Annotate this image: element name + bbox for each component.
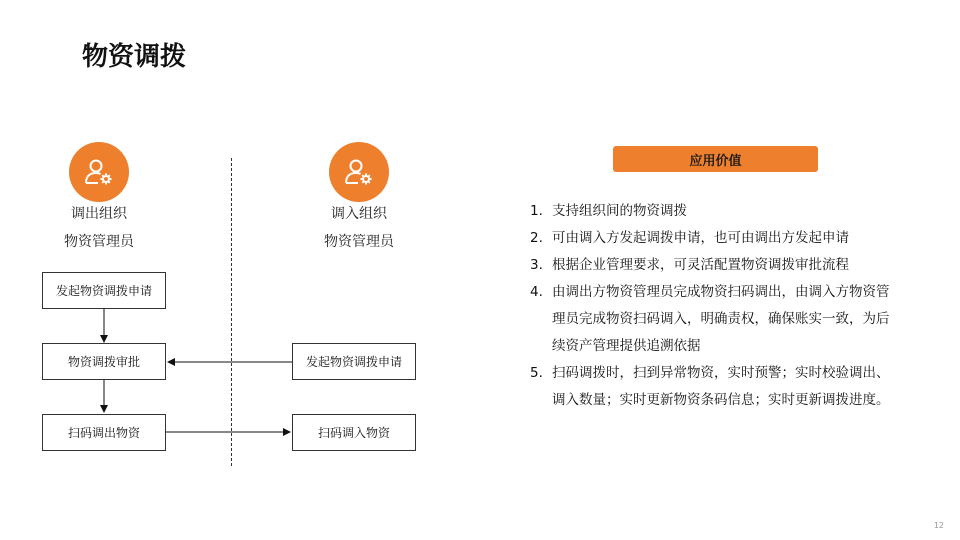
role-name: 物资管理员 [324,234,394,250]
list-item-text: 由调出方物资管理员完成物资扫码调出，由调入方物资管理员完成物资扫码调入，明确责权，确保账实一致，为后续资产管理提供追溯依据 [552,284,890,354]
list-item-number: 2. [530,230,543,246]
value-heading-badge: 应用价值 [613,146,818,172]
list-item-text: 根据企业管理要求，可灵活配置物资调拨审批流程 [552,257,849,273]
list-item-text: 可由调入方发起调拨申请，也可由调出方发起申请 [552,230,849,246]
role-name: 物资管理员 [64,234,134,250]
flow-box-scan-in: 扫码调入物资 [292,414,416,451]
list-item-text: 扫码调拨时，扫到异常物资，实时预警；实时校验调出、调入数量；实时更新物资条码信息；实时更新调拨进度。 [552,365,890,408]
value-list [530,198,902,414]
list-item [530,225,902,252]
list-item [530,252,902,279]
flow-box-scan-out: 扫码调出物资 [42,414,166,451]
flow-box-approve: 物资调拨审批 [42,343,166,380]
flow-box-inbound-apply: 发起物资调拨申请 [292,343,416,380]
page-title: 物资调拨 [82,42,187,72]
list-item [530,198,902,225]
list-item-number: 5. [530,365,543,381]
list-item-number: 1. [530,203,543,219]
list-item-number: 4. [530,284,543,300]
page-number: 12 [933,521,944,530]
flow-box-apply: 发起物资调拨申请 [42,272,166,309]
list-item [530,279,902,360]
list-item-text: 支持组织间的物资调拨 [552,203,687,219]
list-item-number: 3. [530,257,543,273]
org-name: 调入组织 [331,206,387,222]
list-item [530,360,902,414]
org-name: 调出组织 [71,206,127,222]
